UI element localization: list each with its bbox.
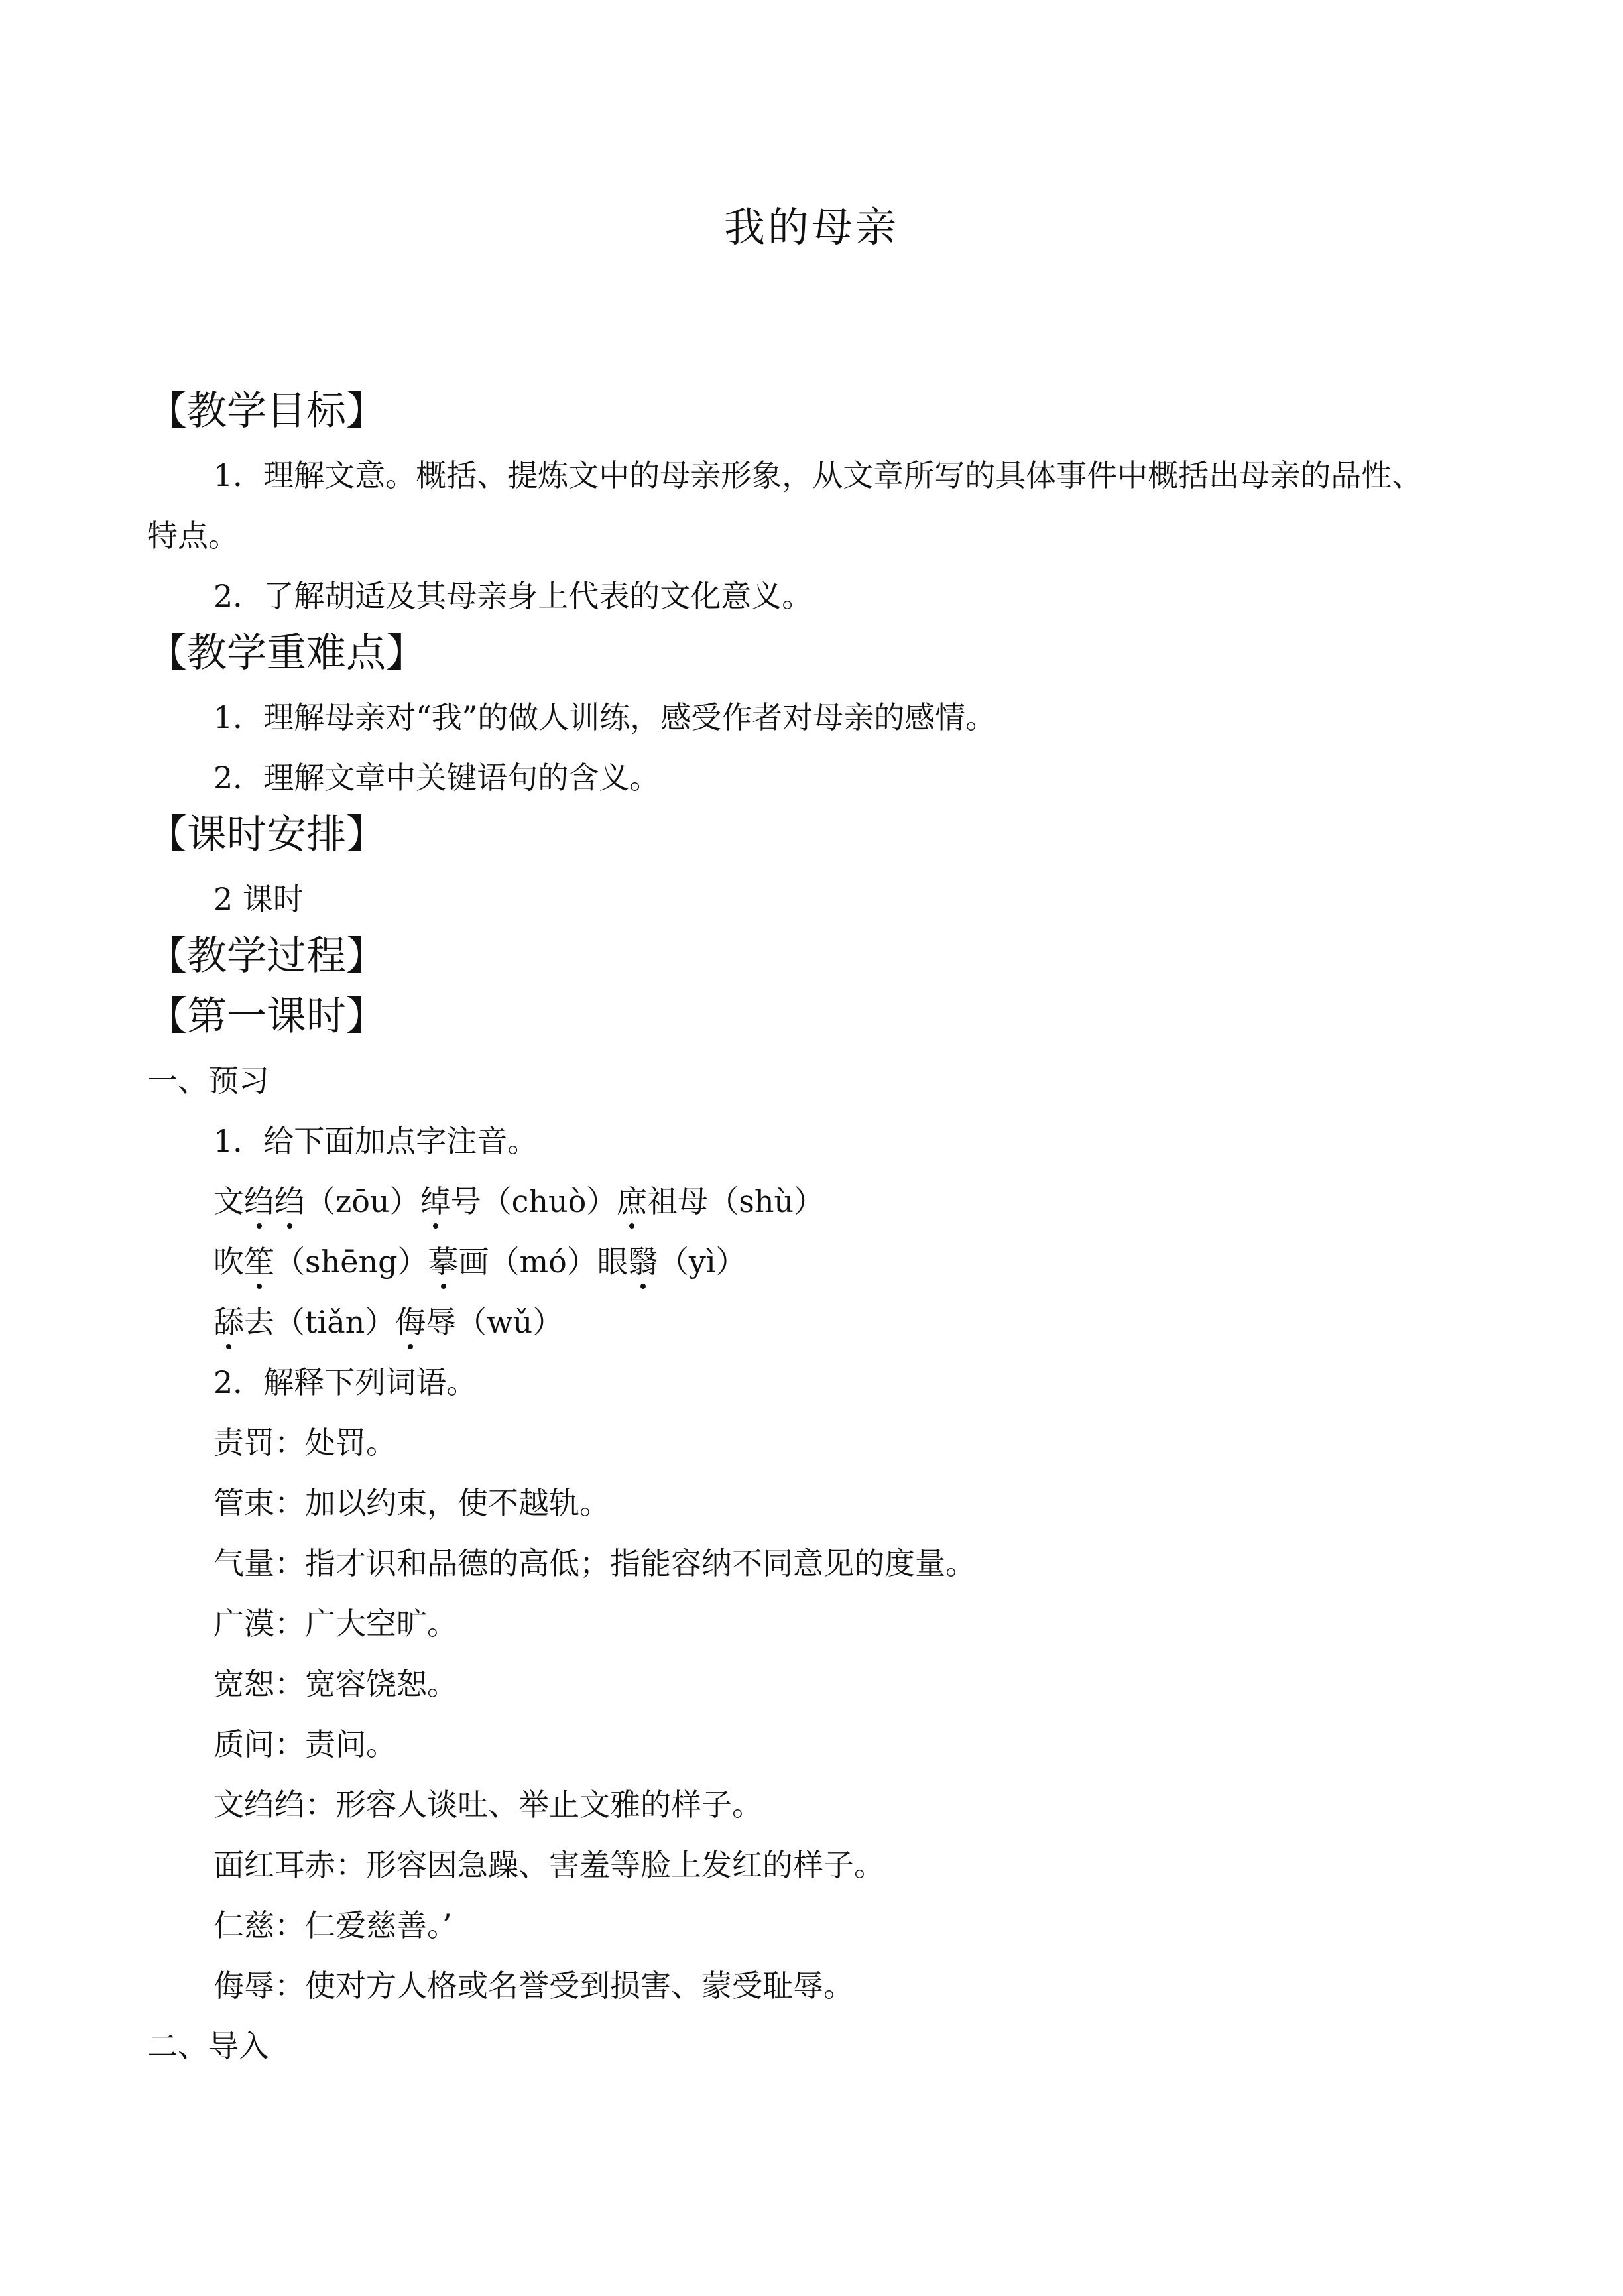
definition-item: 侮辱：使对方人格或名誉受到损害、蒙受耻辱。 <box>213 1968 854 2004</box>
pinyin-text: （wǔ） <box>456 1304 564 1340</box>
goal-1-line-2: 特点。 <box>147 518 239 554</box>
dotted-char: 翳 <box>628 1241 658 1282</box>
heading-lesson-one: 【第一课时】 <box>147 993 386 1040</box>
dotted-char: 绉 <box>244 1181 274 1222</box>
dotted-char: 绰 <box>420 1181 451 1222</box>
goal-1-line-1: 1．理解文意。概括、提炼文中的母亲形象，从文章所写的具体事件中概括出母亲的品性、 <box>213 457 1423 493</box>
pinyin-text: （mó） <box>489 1244 597 1280</box>
pinyin-text: （tiǎn） <box>274 1304 396 1340</box>
part-2-introduction: 二、导入 <box>147 2028 269 2064</box>
definition-item: 气量：指才识和品德的高低；指能容纳不同意见的度量。 <box>213 1545 976 1581</box>
word-text: 去 <box>244 1304 274 1340</box>
word-text: 吹 <box>213 1244 244 1280</box>
dotted-char: 庶 <box>617 1181 647 1222</box>
word-text: 眼 <box>597 1244 628 1280</box>
key-point-1: 1．理解母亲对“我”的做人训练，感受作者对母亲的感情。 <box>213 699 996 735</box>
word-text: 祖母 <box>647 1183 709 1219</box>
word-text: 文 <box>213 1183 244 1219</box>
definition-item: 质问：责问。 <box>213 1726 396 1762</box>
pinyin-row-3 <box>213 1301 563 1343</box>
dotted-char: 笙 <box>244 1241 274 1282</box>
goal-2: 2．了解胡适及其母亲身上代表的文化意义。 <box>213 578 813 614</box>
dotted-char: 绉 <box>274 1181 305 1222</box>
dotted-char: 摹 <box>428 1241 459 1282</box>
schedule-text: 2 课时 <box>213 881 304 917</box>
definition-item: 广漠：广大空旷。 <box>213 1606 457 1642</box>
definition-item: 面红耳赤：形容因急躁、害羞等脸上发红的样子。 <box>213 1847 884 1883</box>
word-text: 画 <box>458 1244 489 1280</box>
heading-teaching-process: 【教学过程】 <box>147 933 386 979</box>
definition-item: 宽恕：宽容饶恕。 <box>213 1666 457 1702</box>
word-text: 辱 <box>426 1304 457 1340</box>
document-title: 我的母亲 <box>723 203 899 251</box>
pinyin-text: （shēng） <box>274 1244 428 1280</box>
definition-item: 文绉绉：形容人谈吐、举止文雅的样子。 <box>213 1787 762 1823</box>
key-point-2: 2．理解文章中关键语句的含义。 <box>213 760 660 796</box>
task-2-definitions: 2．解释下列词语。 <box>213 1364 477 1400</box>
pinyin-text: （shù） <box>708 1183 825 1219</box>
heading-schedule: 【课时安排】 <box>147 812 386 858</box>
task-1-pinyin: 1．给下面加点字注音。 <box>213 1123 538 1159</box>
definition-item: 管束：加以约束，使不越轨。 <box>213 1485 610 1521</box>
dotted-char: 舔 <box>213 1301 244 1343</box>
pinyin-row-2 <box>213 1241 747 1282</box>
definition-item: 仁慈：仁爱慈善。’ <box>213 1907 452 1943</box>
definition-item: 责罚：处罚。 <box>213 1425 396 1461</box>
heading-key-points: 【教学重难点】 <box>147 630 426 676</box>
pinyin-text: （zōu） <box>305 1183 420 1219</box>
word-text: 号 <box>450 1183 481 1219</box>
part-1-preview: 一、预习 <box>147 1063 269 1099</box>
heading-teaching-goals: 【教学目标】 <box>147 388 386 434</box>
pinyin-text: （yì） <box>658 1244 747 1280</box>
dotted-char: 侮 <box>395 1301 426 1343</box>
pinyin-row-1 <box>213 1181 824 1222</box>
pinyin-text: （chuò） <box>481 1183 617 1219</box>
